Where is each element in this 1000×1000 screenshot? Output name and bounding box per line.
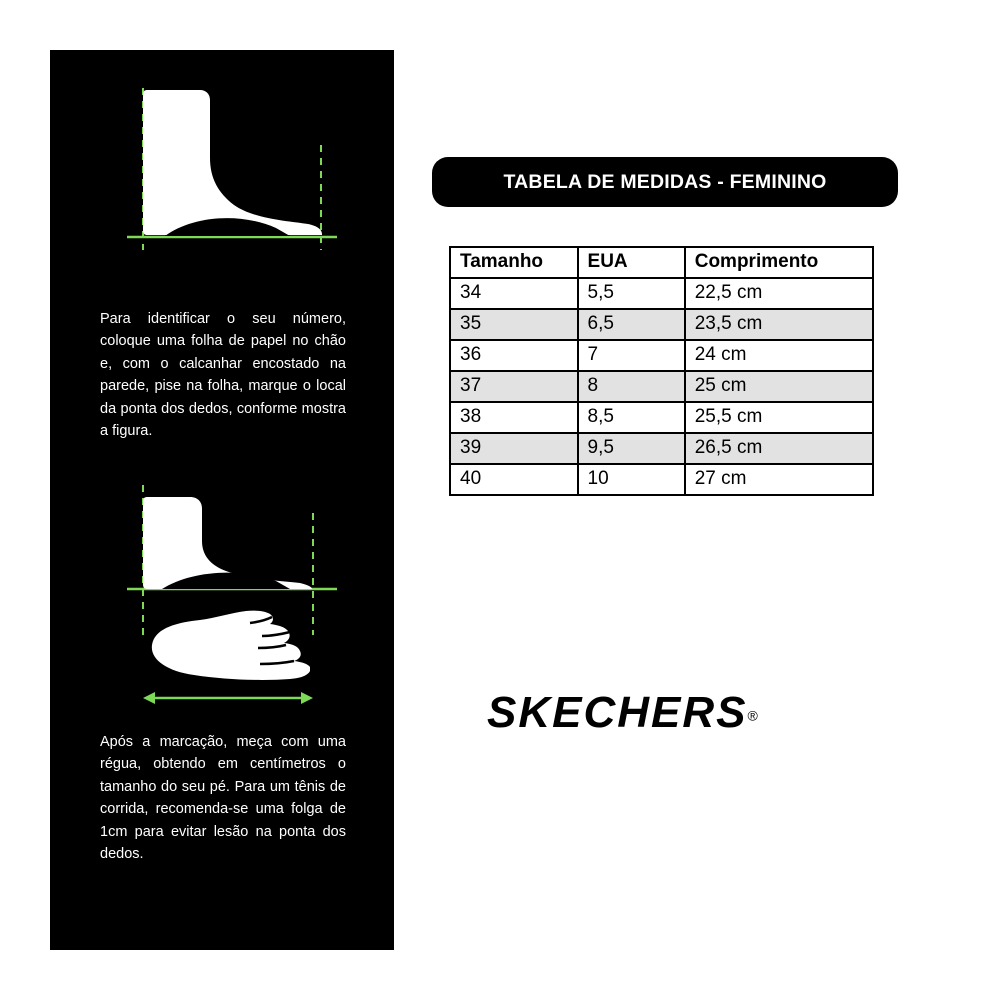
instruction-caption-1: Para identificar o seu número, coloque uma folha de papel no chão e, com o calcanhar encostado na parede, pise na folha, marque o local da ponta dos dedos, conforme mostra a figura. [100, 311, 346, 440]
registered-mark: ® [747, 707, 758, 724]
cell-eua: 8,5 [578, 402, 685, 433]
cell-eua: 7 [578, 340, 685, 371]
instruction-caption-2: Após a marcação, meça com uma régua, obtendo em centímetros o tamanho do seu pé. Para um tênis de corrida, recomenda-se uma folga de 1cm para evitar lesão na ponta dos dedos. [100, 733, 346, 863]
cell-tamanho: 34 [450, 278, 578, 309]
cell-comprimento: 26,5 cm [685, 433, 873, 464]
cell-eua: 9,5 [578, 433, 685, 464]
table-row [450, 402, 873, 433]
cell-comprimento: 23,5 cm [685, 309, 873, 340]
size-table [449, 246, 874, 496]
cell-comprimento: 22,5 cm [685, 278, 873, 309]
cell-tamanho: 36 [450, 340, 578, 371]
cell-tamanho: 37 [450, 371, 578, 402]
table-row [450, 433, 873, 464]
table-row [450, 371, 873, 402]
figure-foot-side-view [50, 50, 394, 310]
instructions-panel [50, 50, 394, 950]
cell-eua: 5,5 [578, 278, 685, 309]
table-header-row [450, 247, 873, 278]
cell-tamanho: 35 [450, 309, 578, 340]
cell-tamanho: 39 [450, 433, 578, 464]
table-row [450, 278, 873, 309]
brand-logo [487, 688, 817, 748]
figure-foot-measure [50, 475, 394, 735]
column-header-tamanho: Tamanho [450, 247, 578, 278]
table-title: TABELA DE MEDIDAS - FEMININO [432, 157, 898, 207]
cell-tamanho: 38 [450, 402, 578, 433]
cell-comprimento: 27 cm [685, 464, 873, 495]
table-row [450, 340, 873, 371]
cell-eua: 10 [578, 464, 685, 495]
table-row [450, 464, 873, 495]
cell-comprimento: 25 cm [685, 371, 873, 402]
cell-eua: 8 [578, 371, 685, 402]
cell-tamanho: 40 [450, 464, 578, 495]
foot-side-view-icon [50, 50, 394, 310]
cell-comprimento: 24 cm [685, 340, 873, 371]
cell-eua: 6,5 [578, 309, 685, 340]
table-row [450, 309, 873, 340]
brand-name: SKECHERS [487, 688, 748, 737]
column-header-eua: EUA [578, 247, 685, 278]
cell-comprimento: 25,5 cm [685, 402, 873, 433]
foot-measure-icon [50, 475, 394, 735]
column-header-comprimento: Comprimento [685, 247, 873, 278]
